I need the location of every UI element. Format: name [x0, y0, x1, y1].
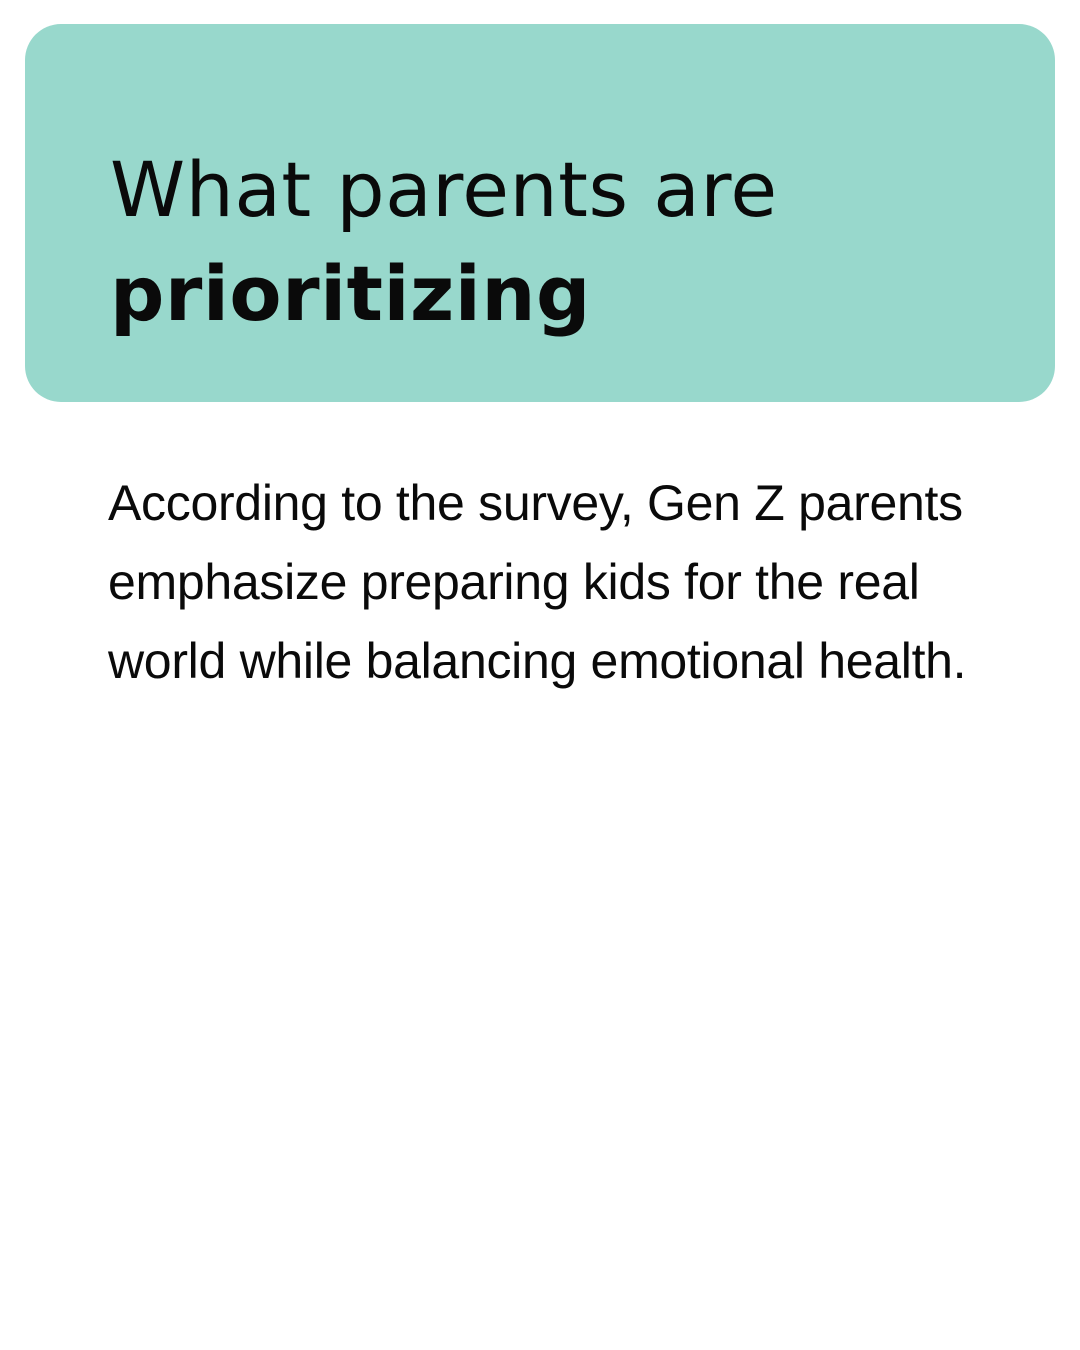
- headline-line-2: prioritizing: [110, 249, 591, 338]
- body-paragraph: According to the survey, Gen Z parents emphasize preparing kids for the real world while balancing emotional health.: [108, 475, 967, 689]
- headline-line-1: What parents are: [110, 145, 778, 234]
- headline: [110, 138, 778, 346]
